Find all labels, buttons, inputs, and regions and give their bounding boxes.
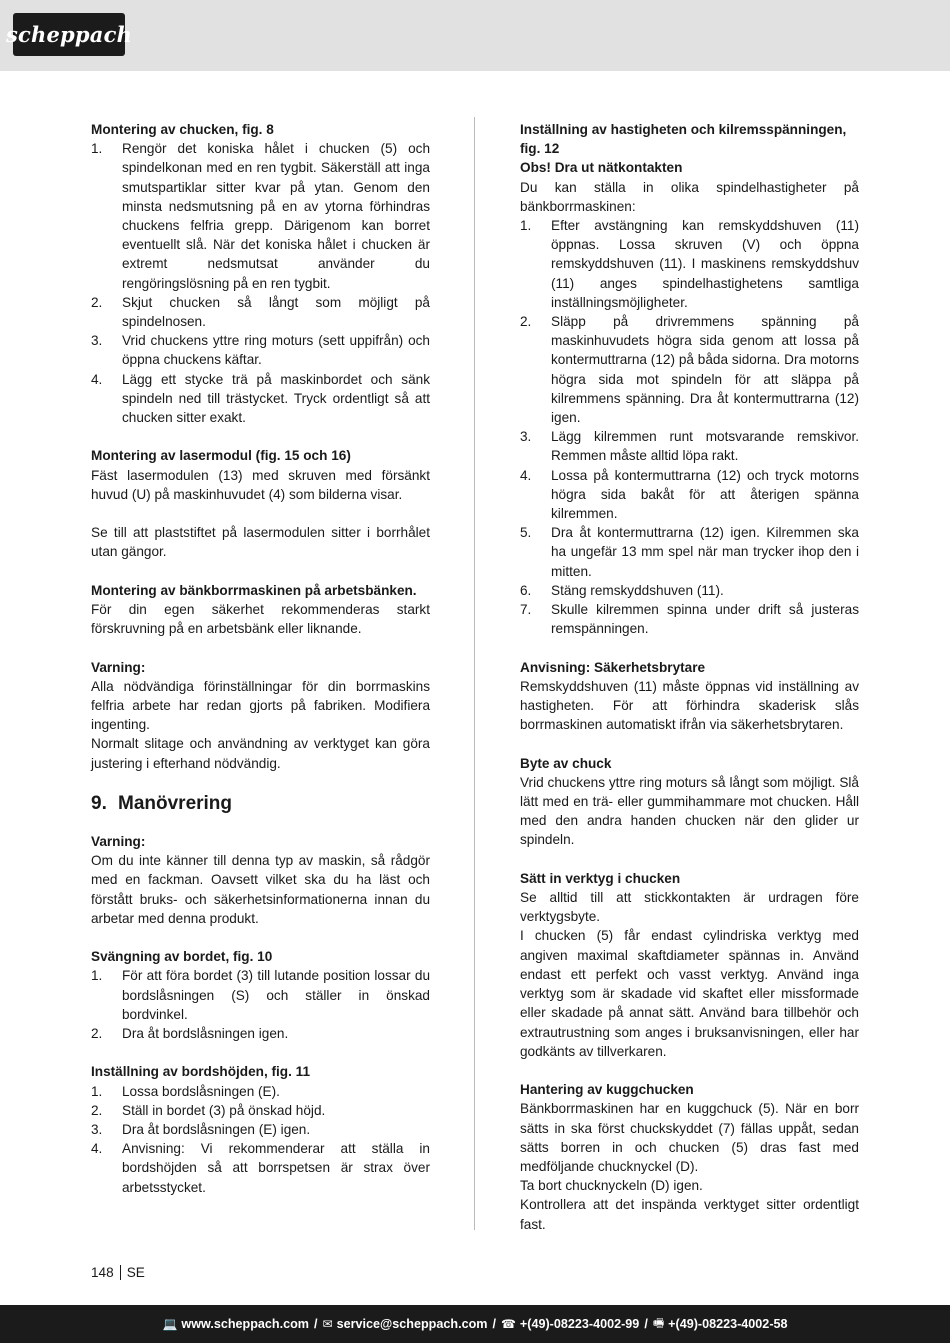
numbered-list: [520, 216, 859, 638]
section-heading: Montering av chucken, fig. 8: [91, 122, 274, 137]
list-item: 2. Dra åt bordslåsningen igen.: [91, 1026, 289, 1042]
computer-icon: 💻: [162, 1317, 178, 1331]
list-item: 3. Lägg kilremmen runt motsvarande remskivor. Remmen måste alltid löpa rakt.: [520, 429, 859, 464]
paragraph: Remskyddshuven (11) måste öppnas vid inställning av hastigheten. För att förhindra skaderisk slås borrmaskinen automatiskt ifrån via säkerhetsbrytaren.: [520, 678, 859, 733]
right-column: [520, 120, 859, 1253]
separator: [120, 1265, 121, 1280]
paragraph: Om du inte känner till denna typ av maskin, så rådgör med en fackman. Oavsett vilket ska du ha läst och förstått bruks- och säkerhetsinformationerna innan du arbetar med denna produkt.: [91, 853, 430, 926]
paragraph: I chucken (5) får endast cylindriska verktyg med angiven maximal skaftdiameter spännas in. Använd endast ett perfekt och vasst verktyg. Använd inga verktyg som är skadade vid skaftet eller missformade eller skadade på annat sätt. Använd bara tillbehör och extrautrustning som anges i bruksanvisningen, eller har godkänts av tillverkaren.: [520, 928, 859, 1059]
section-laser-module-note: [91, 523, 430, 561]
section-heading: Anvisning: Säkerhetsbrytare: [520, 659, 706, 675]
section-gear-chuck: [520, 1080, 859, 1234]
numbered-list: [91, 966, 430, 1043]
paragraph: Alla nödvändiga förinställningar för din borrmaskins felfria arbete har redan gjorts på fabriken. Modifiera ingenting.: [91, 678, 430, 733]
page-number-footer: [91, 1265, 145, 1280]
section-heading: Byte av chuck: [520, 755, 612, 771]
paragraph: Se alltid till att stickkontakten är urdragen före verktygsbyte.: [520, 890, 859, 925]
fax-icon: 🖷: [652, 1315, 665, 1330]
section-chuck-mounting: [91, 120, 430, 427]
paragraph: Kontrollera att det inspända verktyget sitter ordentligt fast.: [520, 1197, 859, 1232]
left-column: [91, 120, 430, 1216]
list-item: 1. Efter avstängning kan remskyddshuven (11) öppnas. Lossa skruven (V) och öppna remskyddshuven (11). I maskinens remskyddshuv (11) anges spindelhastighetens samtliga inställningsmöjligheter.: [520, 218, 859, 310]
list-item: 3. Dra åt bordslåsningen (E) igen.: [91, 1122, 311, 1138]
section-table-height: [91, 1062, 430, 1196]
section-heading: Svängning av bordet, fig. 10: [91, 949, 273, 965]
section-speed-belt-tension: [520, 120, 859, 638]
separator: /: [314, 1317, 318, 1331]
paragraph: Se till att plaststiftet på lasermodulen sitter i borrhålet utan gängor.: [91, 525, 430, 560]
list-item: 2. Skjut chucken så långt som möjligt på spindelnosen.: [91, 294, 430, 330]
header-bar: [0, 0, 950, 71]
list-item: 7. Skulle kilremmen spinna under drift så justeras remspänningen.: [520, 602, 859, 637]
section-heading: Varning:: [91, 659, 146, 675]
section-heading: Hantering av kuggchucken: [520, 1082, 694, 1098]
list-item: 4. Lossa på kontermuttrarna (12) och tryck motorns högra sida bakåt för att återigen spänna kilremmen.: [520, 467, 859, 522]
paragraph: För din egen säkerhet rekommenderas starkt förskruvning på en arbetsbänk eller liknande.: [91, 602, 430, 637]
paragraph: Ta bort chucknyckeln (D) igen.: [520, 1178, 703, 1194]
section-chuck-change: [520, 754, 859, 850]
scheppach-logo: scheppach: [13, 13, 125, 56]
section-warning-presets: [91, 658, 430, 773]
section-subheading: Obs! Dra ut nätkontakten: [520, 160, 683, 176]
section-safety-switch: [520, 658, 859, 735]
numbered-list: [91, 139, 430, 427]
section-insert-tool: [520, 869, 859, 1061]
email-icon: ✉: [322, 1317, 333, 1331]
website-link[interactable]: www.scheppach.com: [181, 1317, 310, 1331]
section-heading: Varning:: [91, 834, 146, 850]
list-item: 4. Lägg ett stycke trä på maskinbordet och sänk spindeln ned till trästycket. Tryck ordentligt så att chucken sitter exakt.: [91, 371, 430, 426]
list-item: 3. Vrid chuckens yttre ring moturs (sett uppifrån) och öppna chuckens käftar.: [91, 333, 430, 368]
section-laser-module: [91, 446, 430, 504]
section-workbench-mounting: [91, 581, 430, 639]
list-item: 2. Ställ in bordet (3) på önskad höjd.: [91, 1102, 326, 1118]
paragraph: Vrid chuckens yttre ring moturs så långt som möjligt. Slå lätt med en trä- eller gummihammare mot chucken. Håll med den andra handen chucken när den glider ur spindeln.: [520, 774, 859, 848]
list-item: 1. Lossa bordslåsningen (E).: [91, 1083, 280, 1099]
list-item: 4. Anvisning: Vi rekommenderar att ställa in bordshöjden så att borrspetsen är strax över arbetsstycket.: [91, 1141, 430, 1195]
phone-icon: ☎: [500, 1317, 516, 1331]
phone-number: +(49)-08223-4002-99: [519, 1317, 640, 1331]
column-divider: [474, 117, 475, 1230]
separator: /: [492, 1317, 496, 1331]
section-heading: Inställning av hastigheten och kilremsspänningen, fig. 12: [520, 122, 847, 157]
numbered-list: [91, 1082, 430, 1197]
contact-footer-bar: [0, 1305, 950, 1343]
email-link[interactable]: service@scheppach.com: [336, 1317, 488, 1331]
page-number: 148: [91, 1265, 114, 1280]
paragraph: Bänkborrmaskinen har en kuggchuck (5). När en borr sätts in ska först chuckskyddet (7) fällas uppåt, sedan sätts borren in och chucken (5) dras fast med medföljande chucknyckel (D).: [520, 1101, 859, 1174]
paragraph: Du kan ställa in olika spindelhastigheter på bänkborrmaskinen:: [520, 179, 859, 214]
list-item: 2. Släpp på drivremmens spänning på maskinhuvudets högra sida genom att lossa på kontermuttrarna (12) på båda sidorna. Dra motorns högra sida mot spindeln för att släppa på kilremmens spänning. Dra åt kontermuttrarna (12) igen.: [520, 314, 859, 426]
fax-number: +(49)-08223-4002-58: [668, 1317, 788, 1331]
paragraph: Fäst lasermodulen (13) med skruven med försänkt huvud (U) på maskinhuvudet (4) som bilderna visar.: [91, 467, 430, 502]
section-heading: Montering av lasermodul (fig. 15 och 16): [91, 448, 351, 464]
language-code: SE: [126, 1265, 145, 1280]
list-item: 5. Dra åt kontermuttrarna (12) igen. Kilremmen ska ha ungefär 13 mm spel när man trycker ihop den i mitten.: [520, 525, 859, 579]
chapter-heading: 9. Manövrering: [91, 793, 233, 815]
list-item: 1. Rengör det koniska hålet i chucken (5) och spindelkonan med en ren tygbit. Säkerställ att inga smutspartiklar sitter kvar på ytan. Genom den minsta nedsmutsning på en av ytorna förhindras chuckens felfria grepp. Därigenom kan borret eventuellt slå. När det koniska hålet i chucken är extremt nedsmutsat använder du rengöringslösning på en ren tygbit.: [91, 141, 430, 291]
section-warning-operation: [91, 832, 430, 928]
section-heading: Sätt in verktyg i chucken: [520, 870, 681, 886]
paragraph: Normalt slitage och användning av verktyget kan göra justering i efterhand nödvändig.: [91, 736, 430, 771]
section-table-swivel: [91, 947, 430, 1043]
section-heading: Montering av bänkborrmaskinen på arbetsbänken.: [91, 582, 417, 598]
list-item: 1. För att föra bordet (3) till lutande position lossar du bordslåsningen (S) och ställer in önskad bordvinkel.: [91, 968, 430, 1022]
list-item: 6. Stäng remskyddshuven (11).: [520, 582, 724, 598]
separator: /: [644, 1317, 648, 1331]
section-heading: Inställning av bordshöjden, fig. 11: [91, 1064, 311, 1080]
